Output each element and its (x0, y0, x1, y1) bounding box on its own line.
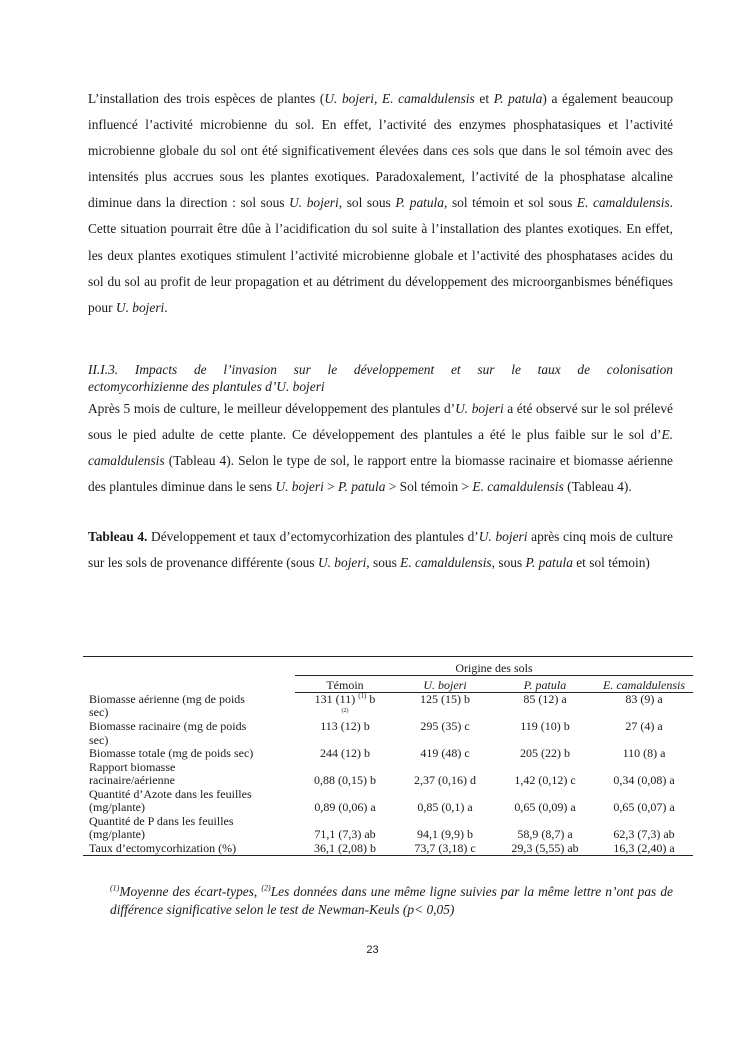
significance-letter: b (366, 692, 376, 706)
table-origin-row (83, 657, 693, 676)
section-heading-line-2: ectomycorhizienne des plantules d’U. bojeri (88, 379, 325, 394)
species-name: P. patula (525, 555, 573, 571)
table-row (83, 761, 693, 788)
column-header: Témoin (295, 676, 395, 693)
species-name: E. camaldulensis (576, 195, 670, 211)
species-name: U. bojeri (275, 479, 324, 495)
table-cell: 2,37 (0,16) d (414, 773, 476, 787)
table-row (83, 747, 693, 761)
species-name: E. camaldulensis (400, 555, 492, 571)
species-name: U. bojeri (455, 401, 504, 416)
table-cell: 0,65 (0,07) a (613, 800, 675, 814)
text-span: ) a également beaucoup influencé l’activité microbienne du sol. En effet, l’activité des enzymes phosphatasiques et l’activité microbienne globale du sol ont été significativement élevées dans ces sols que dans le sol témoin avec des intensités plus accrues sous les plantes exotiques. Paradoxalement, l’activité de la phosphatase alcaline diminue dans la direction : sol sous (88, 91, 674, 211)
species-name: U. bojeri (115, 299, 165, 315)
table-footnote (110, 883, 673, 919)
species-name: E. camaldulensis (472, 479, 564, 495)
table-cell: 29,3 (5,55) ab (511, 840, 579, 855)
text-span: . (164, 299, 168, 315)
row-label-line: Rapport biomasse (89, 759, 176, 774)
text-span: , sol témoin et sol sous (443, 195, 577, 211)
data-table (83, 656, 693, 856)
species-name: P. patula (338, 479, 386, 495)
species-name: U. bojeri (478, 529, 528, 544)
row-label (83, 693, 295, 721)
row-label (83, 761, 295, 788)
table-cell: 73,7 (3,18) c (414, 840, 476, 855)
row-label-line: (mg/plante) (89, 827, 145, 841)
text-span: (Tableau 4). (563, 479, 632, 495)
text-span: et (474, 91, 494, 106)
text-span: . Cette situation pourrait être dûe à l’acidification du sol suite à l’installation des plantes exotiques. En effet, les deux plantes exotiques stimulent l’activité microbienne globale et l’activité des phosphatases acides du sol du sol au profit de leur propagation et au détriment du développement des microorganbismes bénéfiques pour (88, 195, 674, 315)
table-cell: 295 (35) c (420, 719, 470, 733)
footnote-mark: (1) (358, 692, 367, 700)
table-cell: 58,9 (8,7) a (517, 827, 573, 841)
row-label-line: racinaire/aérienne (89, 773, 175, 787)
table-corner-cell (83, 676, 295, 693)
row-label-line: (mg/plante) (89, 800, 145, 814)
text-span: , sous (366, 555, 401, 571)
text-span: L’installation des trois espèces de plantes ( (88, 91, 325, 106)
table-cell: 244 (12) b (320, 746, 370, 760)
table-cell: 36,1 (2,08) b (314, 840, 376, 855)
table-cell: 27 (4) a (625, 719, 663, 733)
table-cell: 94,1 (9,9) b (417, 827, 473, 841)
table-cell: 1,42 (0,12) c (514, 773, 576, 787)
table-cell: 0,34 (0,08) a (613, 773, 675, 787)
table-cell: 0,88 (0,15) b (314, 773, 376, 787)
species-name: P. patula (493, 91, 543, 106)
table-corner-cell (83, 657, 295, 676)
text-span: > (323, 479, 339, 495)
table-row (83, 842, 693, 856)
table-cell: 0,65 (0,09) a (514, 800, 576, 814)
table-cell (295, 693, 395, 721)
table-column-headers (83, 676, 693, 693)
table-cell: 71,1 (7,3) ab (314, 827, 376, 841)
species-name: E. camaldulensis (88, 427, 673, 469)
table-cell: 62,3 (7,3) ab (613, 827, 675, 841)
section-heading-line-1: II.I.3. Impacts de l’invasion sur le développement et sur le taux de colonisation (88, 362, 673, 377)
body-paragraph-1 (88, 86, 673, 321)
row-label (83, 788, 295, 815)
species-name: U. bojeri (289, 195, 339, 211)
footnote-text: Les données dans une même ligne suivies par la même lettre n’ont pas de différence significative selon le test de Newman-Keuls (p< 0,05) (110, 884, 673, 917)
row-label-line: sec) (89, 705, 109, 719)
column-header: E. camaldulensis (595, 676, 693, 693)
text-span: > Sol témoin > (385, 479, 473, 495)
table-cell: 205 (22) b (520, 746, 570, 760)
footnote-mark: (2) (261, 883, 271, 893)
footnote-mark: (2) (341, 707, 349, 714)
table-cell: 0,85 (0,1) a (417, 800, 473, 814)
column-header: U. bojeri (395, 676, 495, 693)
origin-header: Origine des sols (295, 657, 693, 676)
page-number: 23 (366, 944, 379, 956)
table-cell: 110 (8) a (622, 746, 666, 760)
footnote-mark: (1) (110, 883, 120, 893)
table-cell: 16,3 (2,40) a (613, 840, 675, 855)
text-span: (Tableau 4). Selon le type de sol, le rapport entre la biomasse racinaire et biomasse aérienne des plantules diminue dans le sens (88, 453, 673, 495)
table-cell: 119 (10) b (520, 719, 570, 733)
row-label-line: Biomasse racinaire (mg de poids (89, 719, 247, 733)
text-span: a été observé sur le sol prélevé sous le pied adulte de cette plante. Ce développement des plantules a été le plus faible sur le sol d’ (88, 401, 674, 443)
cell-value: 131 (11) (314, 692, 356, 706)
row-label (83, 815, 295, 842)
table-row (83, 788, 693, 815)
row-label: Biomasse totale (mg de poids sec) (89, 746, 254, 760)
table-row (83, 720, 693, 747)
text-span: , sol sous (338, 195, 396, 211)
text-span: Développement et taux d’ectomycorhization des plantules d’ (147, 529, 479, 544)
data-table-wrapper (83, 656, 693, 856)
text-span: et sol témoin) (572, 555, 650, 571)
row-label-line: Quantité de P dans les feuilles (89, 813, 234, 828)
table-cell: 125 (15) b (420, 692, 470, 706)
row-label-line: Biomasse aérienne (mg de poids (89, 691, 245, 706)
row-label-line: sec) (89, 732, 109, 747)
row-label (83, 720, 295, 747)
table-row (83, 815, 693, 842)
species-name: U. bojeri (317, 555, 367, 571)
species-name: P. patula (395, 195, 444, 211)
table-caption (88, 524, 673, 576)
section-heading (88, 361, 673, 395)
table-row (83, 693, 693, 721)
footnote-text: Moyenne des écart-types, (119, 884, 262, 899)
text-span: Après 5 mois de culture, le meilleur développement des plantules d’ (88, 401, 456, 416)
table-cell: 0,89 (0,06) a (314, 800, 376, 814)
table-cell: 83 (9) a (625, 692, 663, 706)
column-header: P. patula (495, 676, 595, 693)
table-caption-label: Tableau 4. (88, 529, 148, 544)
species-name: U. bojeri, E. camaldulensis (324, 91, 475, 106)
table-cell: 85 (12) a (523, 692, 567, 706)
text-span: , sous (491, 555, 526, 571)
table-cell: 113 (12) b (320, 719, 370, 733)
row-label: Taux d’ectomycorhization (%) (89, 840, 237, 855)
text-span: après cinq mois de culture sur les sols de provenance différente (sous (88, 529, 674, 571)
row-label-line: Quantité d’Azote dans les feuilles (89, 786, 252, 801)
body-paragraph-2 (88, 396, 673, 500)
table-cell: 419 (48) c (420, 746, 470, 760)
